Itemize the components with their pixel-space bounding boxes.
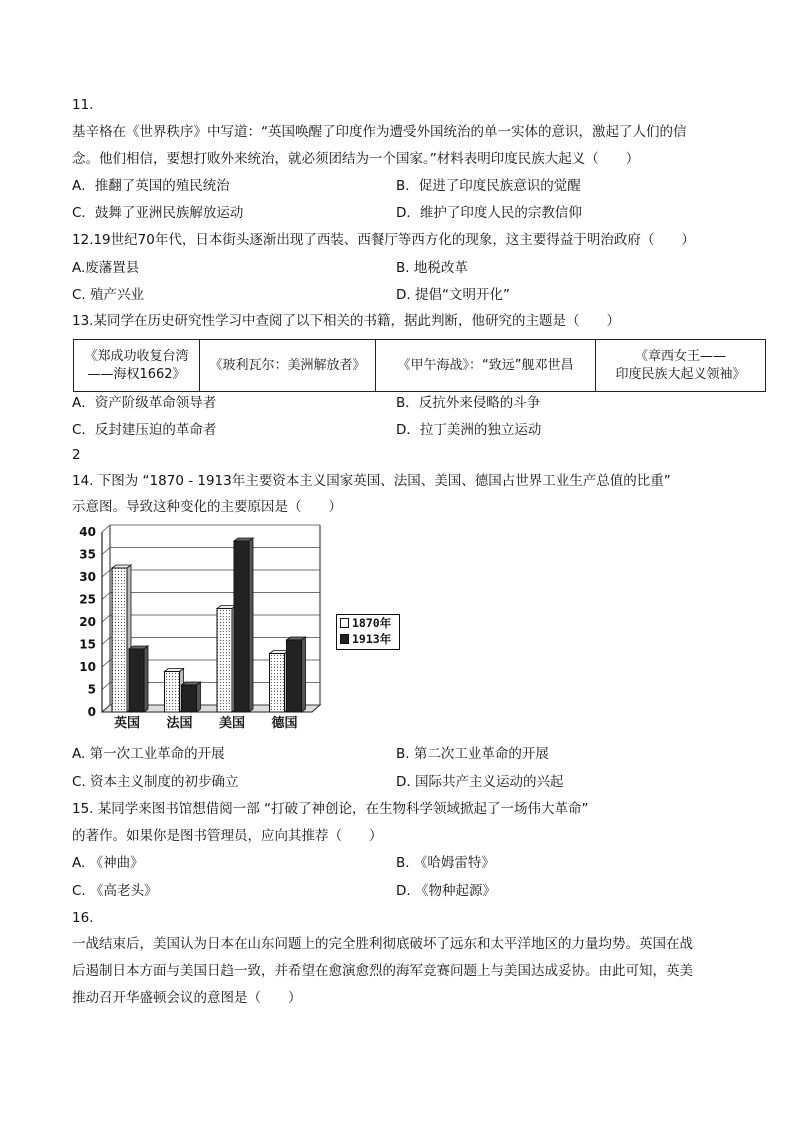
book-cell-4: 《章西女王—— 印度民族大起义领袖》 xyxy=(596,340,766,392)
chart-grid-diag xyxy=(102,525,110,532)
chart-grid-diag xyxy=(102,615,110,622)
chart-y-tick-label: 5 xyxy=(87,682,96,697)
q16-stem-line3: 推动召开华盛顿会议的意图是（ ） xyxy=(72,990,302,1006)
bar-1913年-英国 xyxy=(129,649,144,712)
chart-grid-diag xyxy=(102,593,110,600)
q15-stem-line1: 15. 某同学来图书馆想借阅一部 “打破了神创论，在生物科学领域掀起了一场伟大革命” xyxy=(72,801,589,817)
page-number: 2 xyxy=(72,447,81,463)
chart-y-tick-label: 25 xyxy=(79,592,96,607)
chart-y-tick-label: 0 xyxy=(87,705,96,719)
q16-stem-line2: 后遏制日本方面与美国日趋一致，并希望在愈演愈烈的海军竞赛问题上与美国达成妥协。由此可知，英美 xyxy=(72,963,693,979)
q14-option-c: C. 资本主义制度的初步确立 xyxy=(72,774,239,790)
q13-option-b: B．反抗外来侵略的斗争 xyxy=(396,395,541,411)
bar-side xyxy=(302,637,306,712)
q15-option-a: A. 《神曲》 xyxy=(72,855,144,871)
q13-option-d: D．拉丁美洲的独立运动 xyxy=(396,422,542,438)
q11-number: 11. xyxy=(72,97,94,113)
chart-y-tick-label: 15 xyxy=(79,637,96,652)
q11-stem-line1: 基辛格在《世界秩序》中写道：“英国唤醒了印度作为遭受外国统治的单一实体的意识，激起了人们的信 xyxy=(72,124,687,140)
chart-y-tick-label: 40 xyxy=(79,525,96,539)
bar-1913年-美国 xyxy=(234,541,249,712)
chart-grid-diag xyxy=(102,570,110,577)
chart-x-tick-label: 英国 xyxy=(113,716,141,731)
chart-grid-diag xyxy=(102,638,110,645)
bar-side xyxy=(249,538,253,712)
legend-swatch-1870 xyxy=(340,618,349,628)
q11-stem-line2: 念。他们相信，要想打败外来统治，就必须团结为一个国家。”材料表明印度民族大起义（ ） xyxy=(72,151,640,167)
chart-y-tick-label: 30 xyxy=(79,570,96,584)
legend-item-1913 xyxy=(337,631,399,647)
q15-option-d: D. 《物种起源》 xyxy=(396,883,496,899)
chart-y-tick-label: 35 xyxy=(79,547,96,562)
q13-stem: 13.某同学在历史研究性学习中查阅了以下相关的书籍，据此判断，他研究的主题是（ ） xyxy=(72,313,620,329)
q13-option-c: C．反封建压迫的革命者 xyxy=(72,422,217,438)
legend-label-1913: 1913年 xyxy=(352,632,392,646)
chart-x-tick-label: 法国 xyxy=(166,716,193,731)
q12-stem: 12.19世纪70年代，日本街头逐渐出现了西装、西餐厅等西方化的现象，这主要得益于明治政府（ ） xyxy=(72,232,695,248)
chart-grid-diag xyxy=(102,548,110,555)
q11-option-b: B．促进了印度民族意识的觉醒 xyxy=(396,178,581,194)
bar-side xyxy=(197,682,201,712)
q12-option-a: A.废藩置县 xyxy=(72,260,140,276)
bar-1870年-英国 xyxy=(112,568,127,712)
q15-option-b: B. 《哈姆雷特》 xyxy=(396,855,495,871)
q11-option-d: D．维护了印度人民的宗教信仰 xyxy=(396,205,582,221)
chart-svg xyxy=(72,522,332,737)
chart-grid-diag xyxy=(102,683,110,690)
chart-grid-diag xyxy=(102,660,110,667)
legend-swatch-1913 xyxy=(340,634,349,644)
q12-option-c: C. 殖产兴业 xyxy=(72,287,145,303)
book-cell-2: 《玻利瓦尔：美洲解放者》 xyxy=(200,340,376,392)
q11-option-a: A．推翻了英国的殖民统治 xyxy=(72,178,230,194)
q14-option-d: D. 国际共产主义运动的兴起 xyxy=(396,774,564,790)
q13-book-table xyxy=(73,339,766,392)
chart-y-tick-label: 10 xyxy=(79,660,96,674)
legend-label-1870: 1870年 xyxy=(352,616,392,630)
q13-option-a: A．资产阶级革命领导者 xyxy=(72,395,217,411)
q15-stem-line2: 的著作。如果你是图书管理员，应向其推荐（ ） xyxy=(72,828,383,844)
bar-1870年-美国 xyxy=(217,609,232,713)
q14-stem-line2: 示意图。导致这种变化的主要原因是（ ） xyxy=(72,499,342,515)
q16-stem-line1: 一战结束后，美国认为日本在山东问题上的完全胜利彻底破坏了远东和太平洋地区的力量均势。英国在战 xyxy=(72,936,693,952)
q14-option-b: B. 第二次工业革命的开展 xyxy=(396,746,549,762)
book-cell-1: 《郑成功收复台湾 ——海权1662》 xyxy=(74,340,200,392)
bar-1913年-法国 xyxy=(182,685,197,712)
industrial-share-chart xyxy=(72,522,332,737)
book-cell-3: 《甲午海战》：“致远”舰邓世昌 xyxy=(376,340,596,392)
chart-y-tick-label: 20 xyxy=(79,615,96,629)
legend-item-1870 xyxy=(337,615,399,631)
q16-number: 16. xyxy=(72,910,94,926)
bar-1870年-德国 xyxy=(270,654,285,713)
chart-legend xyxy=(336,614,400,650)
q12-option-d: D. 提倡“文明开化” xyxy=(396,287,510,303)
chart-x-tick-label: 美国 xyxy=(218,716,246,731)
q11-option-c: C．鼓舞了亚洲民族解放运动 xyxy=(72,205,244,221)
bar-1870年-法国 xyxy=(165,672,180,713)
q14-option-a: A. 第一次工业革命的开展 xyxy=(72,746,225,762)
q14-stem-line1: 14. 下图为 “1870 - 1913年主要资本主义国家英国、法国、美国、德国占世界工业生产总值的比重” xyxy=(72,473,671,489)
q12-option-b: B. 地税改革 xyxy=(396,260,468,276)
q15-option-c: C. 《高老头》 xyxy=(72,883,158,899)
bar-side xyxy=(144,646,148,712)
bar-1913年-德国 xyxy=(287,640,302,712)
chart-x-tick-label: 德国 xyxy=(271,716,298,731)
